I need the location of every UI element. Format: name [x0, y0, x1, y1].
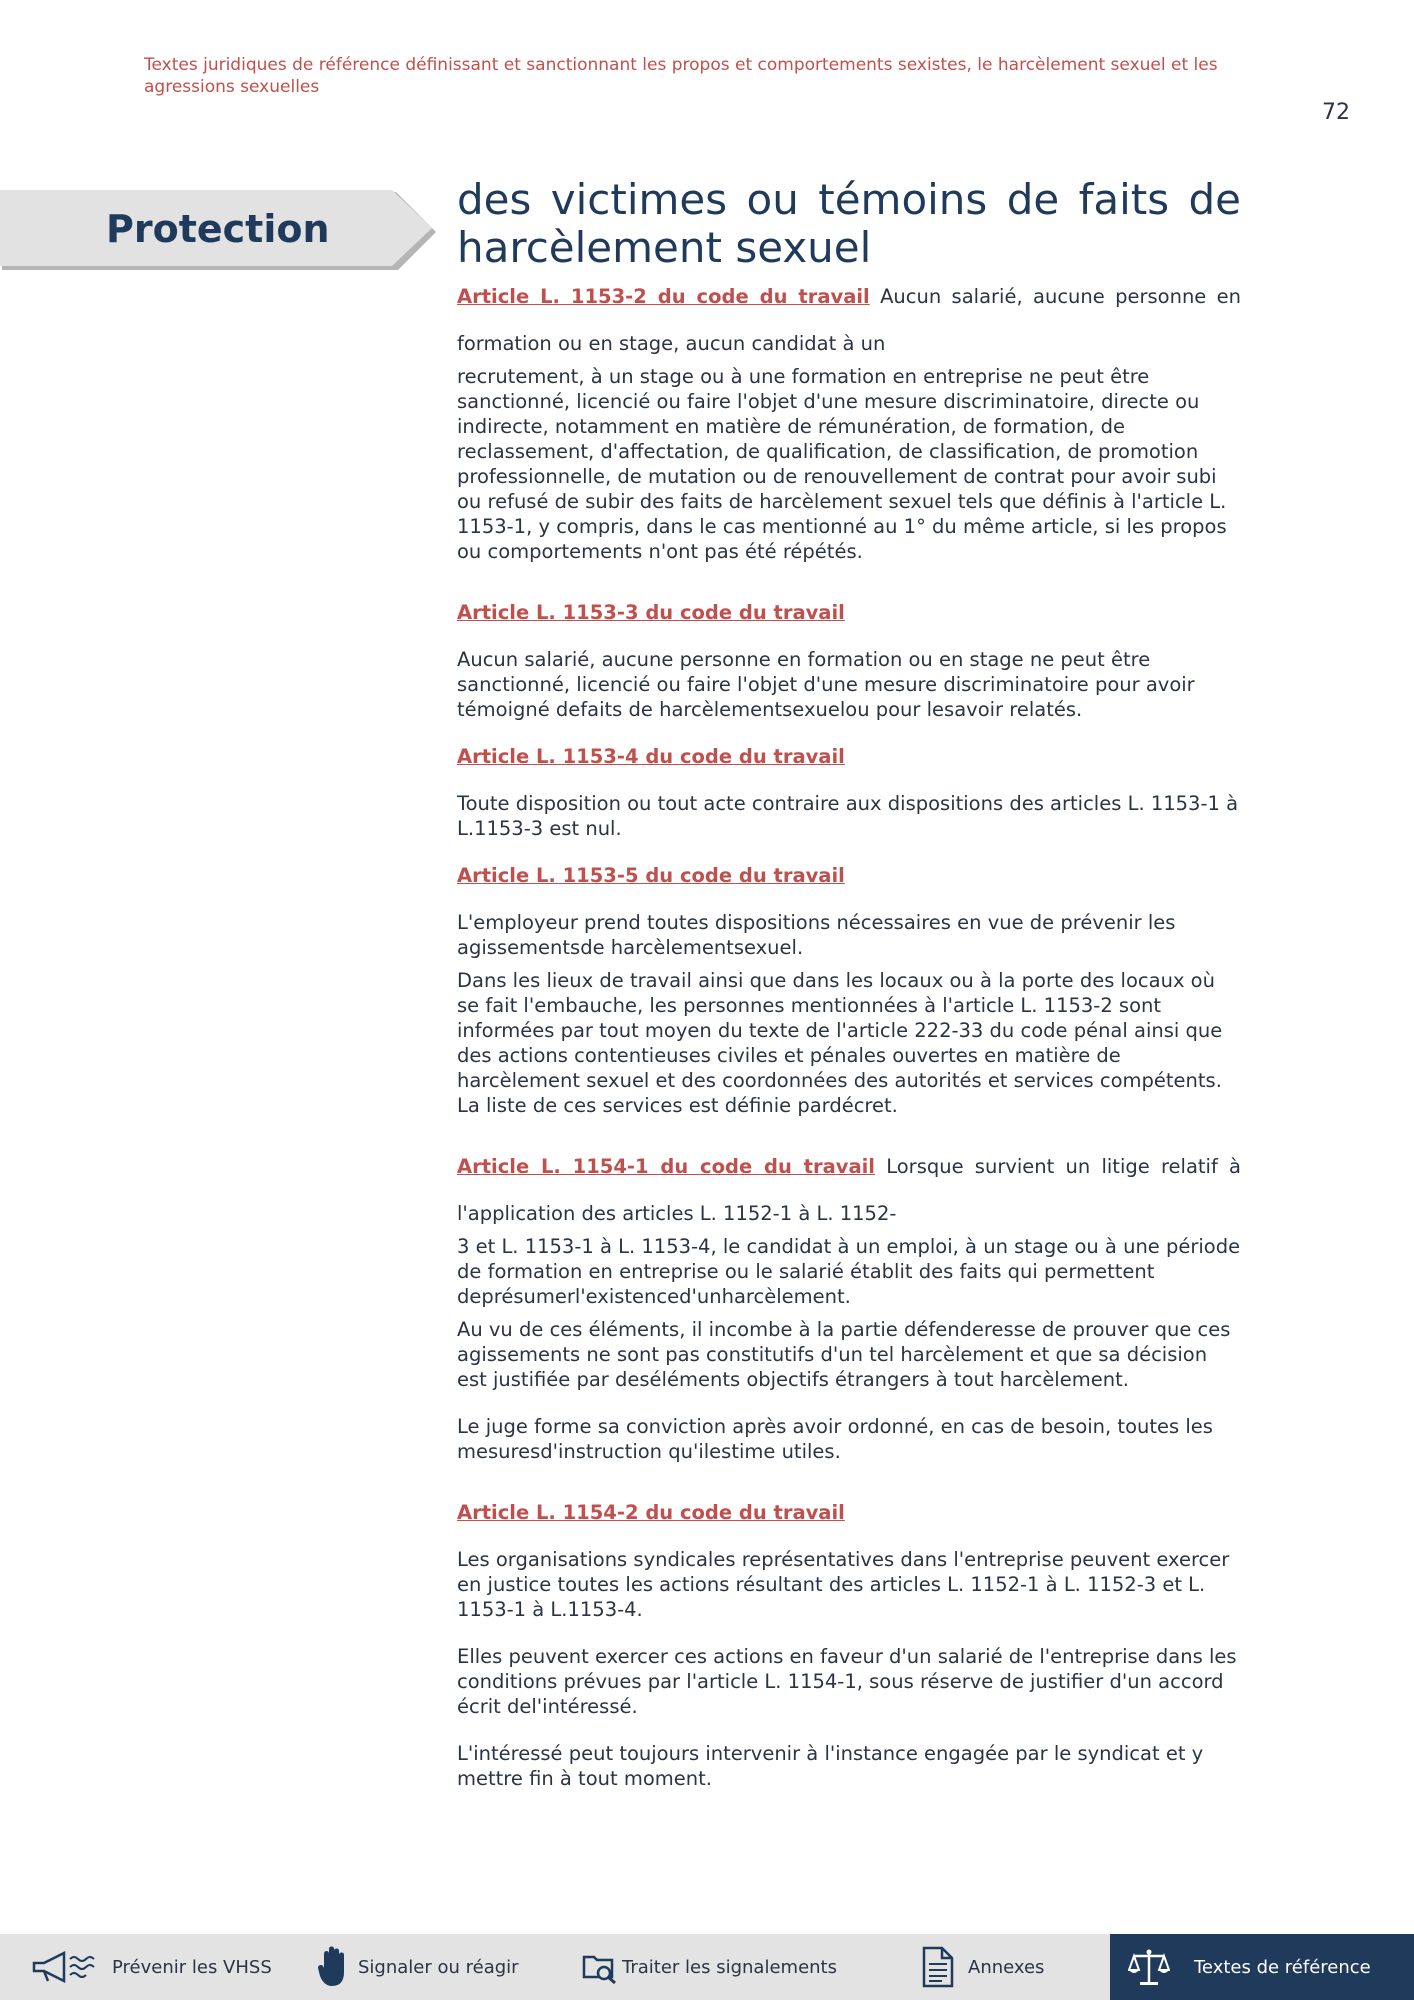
article-text: Le juge forme sa conviction après avoir ordonné, en cas de besoin, toutes les mesuresd'instruction qu'ilestime utiles. [457, 1415, 1213, 1463]
nav-textes-reference[interactable] [1110, 1934, 1414, 2000]
article-heading-link[interactable]: Article L. 1153-5 du code du travail [457, 864, 845, 887]
article-1154-1-intro [457, 1154, 1241, 1179]
page-number: 72 [1322, 100, 1350, 125]
scales-icon [1128, 1946, 1170, 1988]
article-text: L'employeur prend toutes dispositions nécessaires en vue de prévenir les agissementsde harcèlementsexuel. [457, 911, 1176, 959]
article-text: Dans les lieux de travail ainsi que dans les locaux ou à la porte des locaux où se fait l'embauche, les personnes mentionnées à l'article L. 1153-2 sont informées par tout moyen du texte de l'article 222-33 du code pénal ainsi que des actions contentieuses civiles et pénales ouvertes en matière de harcèlement sexuel et des coordonnées des autorités et services compétents. La liste de ces services est définie pardécret. [457, 969, 1223, 1117]
article-heading-link[interactable]: Article L. 1153-4 du code du travail [457, 745, 845, 768]
running-header: Textes juridiques de référence définissant et sanctionnant les propos et comportements sexistes, le harcèlement sexuel et les agressions sexuelles [144, 55, 1218, 97]
hand-icon [318, 1946, 348, 1988]
document-icon [920, 1946, 956, 1988]
folder-search-icon [582, 1949, 618, 1985]
article-heading-link[interactable]: Article L. 1153-3 du code du travail [457, 601, 845, 624]
article-heading-link[interactable]: Article L. 1154-2 du code du travail [457, 1501, 845, 1524]
page-title: des victimes ou témoins de faits de harcèlement sexuel [457, 175, 1241, 272]
megaphone-icon [30, 1947, 100, 1987]
nav-label: Textes de référence [1194, 1956, 1371, 1978]
article-text: Elles peuvent exercer ces actions en faveur d'un salarié de l'entreprise dans les conditions prévues par l'article L. 1154-1, sous réserve de justifier d'un accord écrit del'intéressé. [457, 1645, 1237, 1718]
article-text: l'application des articles L. 1152-1 à L. 1152- [457, 1202, 897, 1225]
article-text: Lorsque survient un litige relatif à [886, 1155, 1242, 1178]
article-text: Aucun salarié, aucune personne en [880, 285, 1241, 308]
article-heading-link[interactable]: Article L. 1154-1 du code du travail [457, 1155, 875, 1178]
article-1153-2-intro [457, 284, 1241, 309]
article-text: formation ou en stage, aucun candidat à un [457, 332, 886, 355]
section-tab [0, 190, 440, 270]
article-text: L'intéressé peut toujours intervenir à l'instance engagée par le syndicat et y mettre fin à tout moment. [457, 1742, 1204, 1790]
nav-label: Traiter les signalements [622, 1956, 837, 1978]
nav-traiter-signalements[interactable] [528, 1934, 864, 2000]
article-text: Au vu de ces éléments, il incombe à la partie défenderesse de prouver que ces agissements ne sont pas constitutifs d'un tel harcèlement et que sa décision est justifiée par deséléments objectifs étrangers à tout harcèlement. [457, 1318, 1231, 1391]
nav-signaler-reagir[interactable] [282, 1934, 528, 2000]
article-text: recrutement, à un stage ou à une formation en entreprise ne peut être sanctionné, licencié ou faire l'objet d'une mesure discriminatoire, directe ou indirecte, notamment en matière de rémunération, de formation, de reclassement, d'affectation, de qualification, de classification, de promotion professionnelle, de mutation ou de renouvellement de contrat pour avoir subi ou refusé de subir des faits de harcèlement sexuel tels que définis à l'article L. 1153-1, y compris, dans le cas mentionné au 1° du même article, si les propos ou comportements n'ont pas été répétés. [457, 365, 1227, 563]
nav-annexes[interactable] [864, 1934, 1110, 2000]
article-text: 3 et L. 1153-1 à L. 1153-4, le candidat à un emploi, à un stage ou à une période de formation en entreprise ou le salarié établit des faits qui permettent deprésumerl'existenced'unharcèlement. [457, 1235, 1241, 1308]
article-text: Aucun salarié, aucune personne en formation ou en stage ne peut être sanctionné, licencié ou faire l'objet d'une mesure discriminatoire pour avoir témoigné defaits de harcèlementsexuelou pour lesavoir relatés. [457, 648, 1195, 721]
nav-label: Signaler ou réagir [358, 1956, 519, 1978]
articles-content [457, 284, 1241, 1791]
article-heading-link[interactable]: Article L. 1153-2 du code du travail [457, 285, 870, 308]
nav-label: Prévenir les VHSS [112, 1956, 272, 1978]
bottom-navigation [0, 1934, 1414, 2000]
section-tab-label: Protection [106, 207, 330, 251]
article-text: Toute disposition ou tout acte contraire aux dispositions des articles L. 1153-1 à L.1153-3 est nul. [457, 792, 1239, 840]
nav-label: Annexes [968, 1956, 1045, 1978]
article-text: Les organisations syndicales représentatives dans l'entreprise peuvent exercer en justice toutes les actions résultant des articles L. 1152-1 à L. 1152-3 et L. 1153-1 à L.1153-4. [457, 1548, 1230, 1621]
nav-prevenir-vhss[interactable] [0, 1934, 282, 2000]
